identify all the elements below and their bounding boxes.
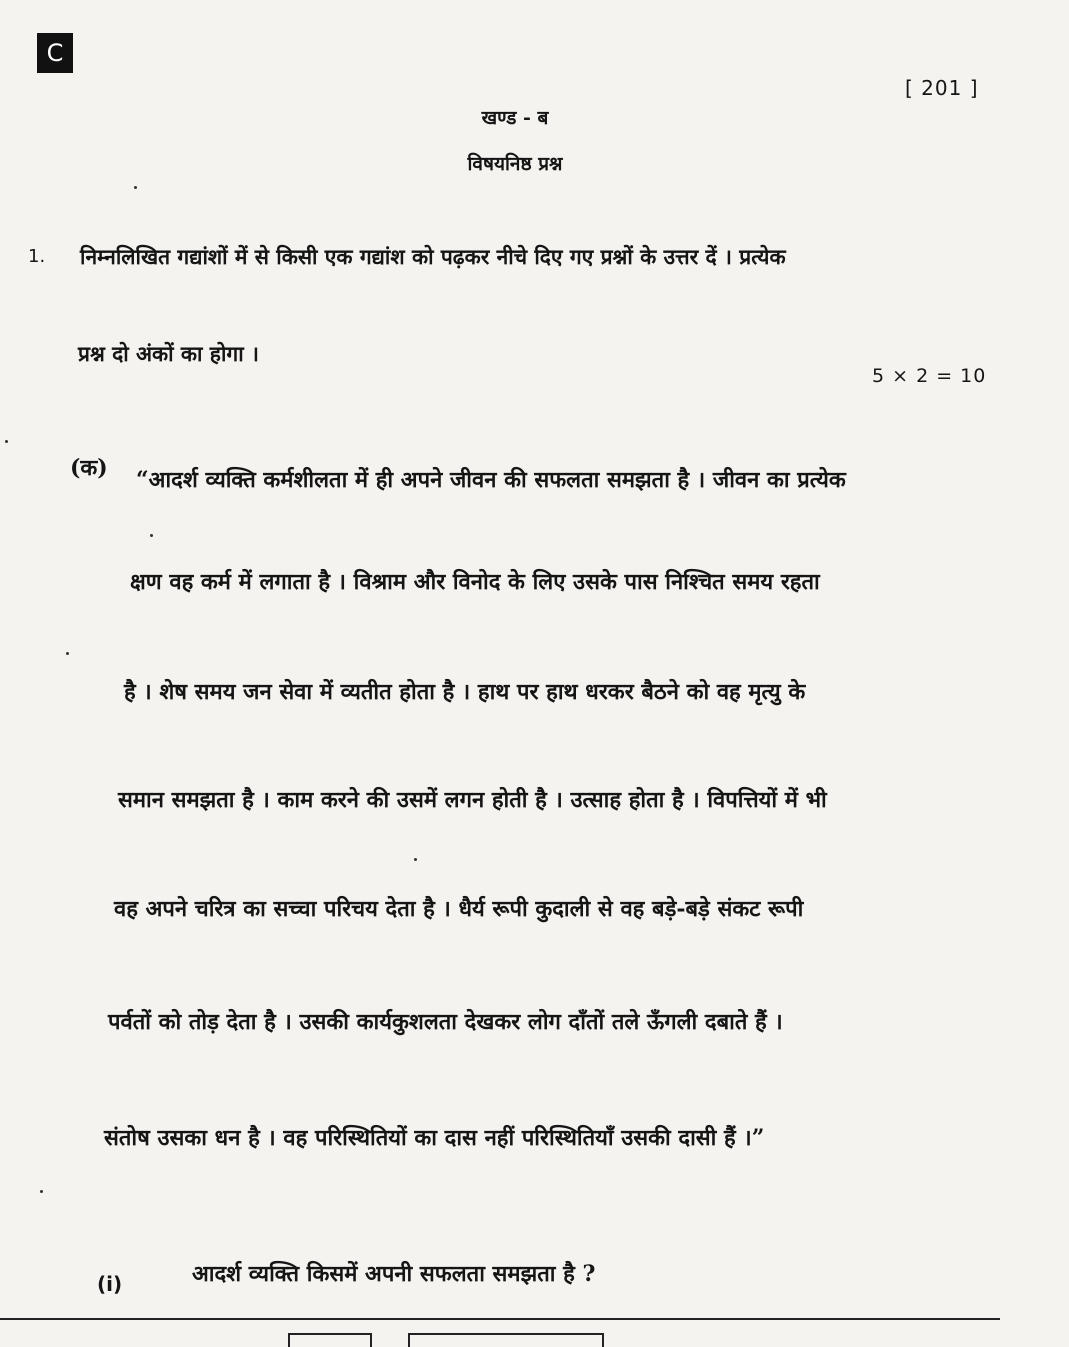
passage-line: संतोष उसका धन है । वह परिस्थितियों का दास नहीं परिस्थितियाँ उसकी दासी हैं ।” bbox=[104, 1125, 765, 1151]
sub-question-label: (i) bbox=[97, 1272, 123, 1296]
passage-line: है । शेष समय जन सेवा में व्यतीत होता है । हाथ पर हाथ धरकर बैठने को वह मृत्यु के bbox=[124, 679, 806, 705]
passage-line: वह अपने चरित्र का सच्चा परिचय देता है । धैर्य रूपी कुदाली से वह बड़े-बड़े संकट रूपी bbox=[114, 896, 804, 922]
passage-line: “आदर्श व्यक्ति कर्मशीलता में ही अपने जीवन की सफलता समझता है । जीवन का प्रत्येक bbox=[136, 467, 846, 493]
scan-speck bbox=[414, 858, 417, 861]
footer-box bbox=[288, 1333, 372, 1347]
sub-question-text: आदर्श व्यक्ति किसमें अपनी सफलता समझता है ? bbox=[192, 1261, 596, 1287]
passage-label: (क) bbox=[70, 455, 108, 481]
footer-rule bbox=[0, 1318, 1000, 1320]
scan-speck bbox=[40, 1190, 43, 1193]
marks-scheme: 5 × 2 = 10 bbox=[872, 365, 987, 387]
question-number: 1. bbox=[28, 246, 46, 267]
passage-line: पर्वतों को तोड़ देता है । उसकी कार्यकुशलता देखकर लोग दाँतों तले ऊँगली दबाते हैं । bbox=[108, 1009, 783, 1035]
instruction-line-1: निम्नलिखित गद्यांशों में से किसी एक गद्यांश को पढ़कर नीचे दिए गए प्रश्नों के उत्तर दें । प्रत्येक bbox=[80, 244, 786, 269]
footer-box bbox=[408, 1333, 604, 1347]
passage-line: क्षण वह कर्म में लगाता है । विश्राम और विनोद के लिए उसके पास निश्चित समय रहता bbox=[130, 569, 820, 595]
scan-speck bbox=[66, 652, 69, 655]
scan-speck bbox=[5, 440, 8, 443]
corner-badge: C bbox=[37, 33, 73, 73]
scan-speck bbox=[150, 534, 153, 537]
instruction-line-2: प्रश्न दो अंकों का होगा । bbox=[78, 341, 259, 366]
section-subtitle: विषयनिष्ठ प्रश्न bbox=[467, 153, 563, 175]
page-code: [ 201 ] bbox=[905, 76, 979, 100]
section-heading: खण्ड - ब bbox=[481, 107, 549, 129]
passage-line: समान समझता है । काम करने की उसमें लगन होती है । उत्साह होता है । विपत्तियों में भी bbox=[118, 787, 827, 813]
scan-speck bbox=[134, 186, 137, 189]
